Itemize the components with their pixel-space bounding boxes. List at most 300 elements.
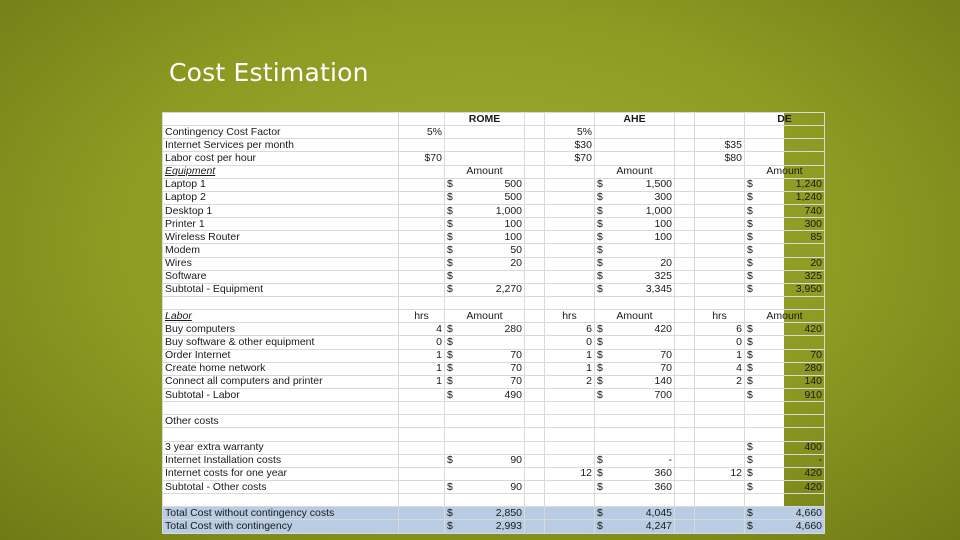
table-row [163, 113, 825, 126]
amount-cell [445, 191, 525, 204]
value-cell [595, 494, 675, 507]
amount-value: 500 [504, 178, 522, 191]
value-cell [745, 494, 825, 507]
amount-value: - [818, 454, 822, 467]
amount-cell [595, 362, 675, 375]
value-cell [545, 204, 595, 217]
currency-symbol: $ [447, 480, 453, 493]
row-label: Laptop 2 [163, 191, 399, 204]
amount-cell [745, 375, 825, 388]
row-label: Laptop 1 [163, 178, 399, 191]
value-cell [675, 310, 695, 323]
value-cell [675, 336, 695, 349]
currency-symbol: $ [747, 519, 753, 532]
table-row [163, 231, 825, 244]
value-cell [525, 283, 545, 296]
value-cell [595, 152, 675, 165]
slide-title: Cost Estimation [169, 58, 369, 87]
value-cell [525, 402, 545, 415]
value-cell [445, 296, 525, 309]
amount-value: 420 [804, 322, 822, 335]
value-cell [545, 507, 595, 520]
amount-cell [745, 336, 825, 349]
table-row [163, 362, 825, 375]
value-cell [445, 467, 525, 480]
value-cell: 5% [399, 126, 445, 139]
value-cell [525, 178, 545, 191]
currency-symbol: $ [597, 243, 603, 256]
currency-symbol: $ [747, 178, 753, 191]
currency-symbol: $ [597, 178, 603, 191]
value-cell [525, 467, 545, 480]
location-header [675, 113, 695, 126]
currency-symbol: $ [447, 506, 453, 519]
table-row [163, 152, 825, 165]
value-cell [545, 283, 595, 296]
row-label: Modem [163, 244, 399, 257]
total-row [163, 507, 825, 520]
row-label [163, 296, 399, 309]
currency-symbol: $ [747, 454, 753, 467]
amount-cell [595, 323, 675, 336]
amount-value: 2,993 [495, 519, 522, 532]
value-cell: 12 [545, 467, 595, 480]
table-row [163, 336, 825, 349]
value-cell [695, 244, 745, 257]
location-header [399, 113, 445, 126]
value-cell: 1 [545, 362, 595, 375]
table-row [163, 218, 825, 231]
amount-cell [745, 178, 825, 191]
value-cell [675, 126, 695, 139]
currency-symbol: $ [747, 217, 753, 230]
currency-symbol: $ [747, 243, 753, 256]
amount-value: 140 [804, 375, 822, 388]
amount-value: 100 [504, 217, 522, 230]
amount-value: 910 [804, 388, 822, 401]
row-label: Wireless Router [163, 231, 399, 244]
amount-value: 420 [804, 467, 822, 480]
value-cell [399, 204, 445, 217]
currency-symbol: $ [447, 322, 453, 335]
currency-symbol: $ [597, 217, 603, 230]
value-cell [545, 231, 595, 244]
amount-cell [745, 467, 825, 480]
value-cell [445, 428, 525, 441]
value-cell [399, 178, 445, 191]
amount-cell [595, 270, 675, 283]
value-cell [675, 204, 695, 217]
table-row [163, 296, 825, 309]
table-row [163, 375, 825, 388]
amount-value: 1,000 [645, 204, 672, 217]
value-cell [695, 494, 745, 507]
value-cell [399, 507, 445, 520]
row-label: Software [163, 270, 399, 283]
amount-value: 400 [804, 441, 822, 454]
value-cell [445, 139, 525, 152]
currency-symbol: $ [747, 257, 753, 270]
amount-value: 4,247 [645, 519, 672, 532]
value-cell [525, 428, 545, 441]
value-cell [595, 139, 675, 152]
amount-value: 300 [804, 217, 822, 230]
location-header: ROME [445, 113, 525, 126]
table-row [163, 454, 825, 467]
amount-value: 325 [804, 270, 822, 283]
value-cell [595, 428, 675, 441]
currency-symbol: $ [447, 335, 453, 348]
currency-symbol: $ [447, 519, 453, 532]
value-cell [695, 520, 745, 533]
amount-value: 70 [660, 362, 672, 375]
amount-value: 70 [510, 349, 522, 362]
currency-symbol: $ [447, 270, 453, 283]
value-cell [525, 454, 545, 467]
value-cell [525, 218, 545, 231]
amount-cell [745, 191, 825, 204]
row-label: Desktop 1 [163, 204, 399, 217]
amount-value: 1,240 [795, 191, 822, 204]
amount-cell [745, 231, 825, 244]
amount-cell [445, 244, 525, 257]
amount-value: 700 [654, 388, 672, 401]
value-cell [545, 402, 595, 415]
row-label: Total Cost without contingency costs [163, 507, 399, 520]
amount-value: 70 [660, 349, 672, 362]
value-cell [545, 165, 595, 178]
amount-cell [745, 218, 825, 231]
value-cell [695, 388, 745, 401]
value-cell [545, 415, 595, 428]
amount-cell [745, 204, 825, 217]
table-row [163, 244, 825, 257]
currency-symbol: $ [747, 375, 753, 388]
currency-symbol: $ [747, 388, 753, 401]
value-cell [525, 126, 545, 139]
value-cell [525, 388, 545, 401]
value-cell [399, 467, 445, 480]
value-cell: $35 [695, 139, 745, 152]
amount-cell [445, 349, 525, 362]
value-cell [399, 494, 445, 507]
value-cell [695, 126, 745, 139]
currency-symbol: $ [447, 230, 453, 243]
value-cell [525, 191, 545, 204]
value-cell [525, 270, 545, 283]
currency-symbol: $ [447, 375, 453, 388]
amount-value: 20 [510, 257, 522, 270]
value-cell [399, 270, 445, 283]
table-row [163, 323, 825, 336]
value-cell [545, 178, 595, 191]
value-cell [695, 178, 745, 191]
row-label [163, 113, 399, 126]
row-label [163, 428, 399, 441]
currency-symbol: $ [747, 441, 753, 454]
amount-cell [595, 178, 675, 191]
amount-value: 490 [504, 388, 522, 401]
table-row [163, 165, 825, 178]
value-cell [595, 415, 675, 428]
row-label: Contingency Cost Factor [163, 126, 399, 139]
value-cell [525, 520, 545, 533]
currency-symbol: $ [747, 204, 753, 217]
value-cell [695, 165, 745, 178]
value-cell: Amount [445, 165, 525, 178]
currency-symbol: $ [597, 322, 603, 335]
amount-cell [445, 231, 525, 244]
value-cell: hrs [545, 310, 595, 323]
amount-cell [595, 388, 675, 401]
value-cell [545, 388, 595, 401]
value-cell [545, 454, 595, 467]
value-cell: $70 [545, 152, 595, 165]
value-cell: Amount [595, 310, 675, 323]
amount-cell [445, 204, 525, 217]
value-cell [595, 296, 675, 309]
amount-value: 420 [804, 480, 822, 493]
value-cell: 2 [695, 375, 745, 388]
value-cell [545, 244, 595, 257]
table-row [163, 494, 825, 507]
currency-symbol: $ [597, 454, 603, 467]
row-label: Subtotal - Other costs [163, 480, 399, 493]
currency-symbol: $ [597, 283, 603, 296]
amount-cell [595, 283, 675, 296]
value-cell [745, 428, 825, 441]
currency-symbol: $ [447, 454, 453, 467]
value-cell [675, 323, 695, 336]
row-label: Internet Installation costs [163, 454, 399, 467]
table-row [163, 441, 825, 454]
value-cell [445, 152, 525, 165]
value-cell [695, 257, 745, 270]
value-cell [445, 494, 525, 507]
value-cell: 4 [695, 362, 745, 375]
amount-value: 100 [654, 230, 672, 243]
value-cell [695, 231, 745, 244]
value-cell [525, 323, 545, 336]
currency-symbol: $ [447, 191, 453, 204]
row-label: Subtotal - Labor [163, 388, 399, 401]
value-cell [695, 218, 745, 231]
table-row [163, 191, 825, 204]
row-label: Internet Services per month [163, 139, 399, 152]
currency-symbol: $ [447, 349, 453, 362]
value-cell [675, 375, 695, 388]
total-row [163, 520, 825, 533]
value-cell [399, 165, 445, 178]
value-cell [399, 480, 445, 493]
row-label: Buy software & other equipment [163, 336, 399, 349]
amount-cell [595, 349, 675, 362]
amount-cell [745, 454, 825, 467]
row-label: Other costs [163, 415, 399, 428]
amount-cell [445, 375, 525, 388]
value-cell [399, 296, 445, 309]
amount-value: 70 [510, 362, 522, 375]
currency-symbol: $ [447, 283, 453, 296]
amount-cell [745, 349, 825, 362]
amount-value: 50 [510, 243, 522, 256]
location-header [545, 113, 595, 126]
amount-cell [745, 257, 825, 270]
value-cell [695, 507, 745, 520]
value-cell: 4 [399, 323, 445, 336]
amount-value: 20 [660, 257, 672, 270]
value-cell [525, 152, 545, 165]
value-cell [399, 191, 445, 204]
amount-value: 140 [654, 375, 672, 388]
value-cell [675, 231, 695, 244]
currency-symbol: $ [747, 349, 753, 362]
row-label: Subtotal - Equipment [163, 283, 399, 296]
value-cell [675, 467, 695, 480]
amount-cell [595, 204, 675, 217]
amount-value: 90 [510, 454, 522, 467]
value-cell [525, 231, 545, 244]
table-row [163, 402, 825, 415]
amount-cell [745, 520, 825, 533]
value-cell [745, 402, 825, 415]
value-cell [745, 139, 825, 152]
amount-value: 4,660 [795, 506, 822, 519]
amount-value: 70 [810, 349, 822, 362]
amount-value: 85 [810, 230, 822, 243]
value-cell [675, 415, 695, 428]
row-label: Printer 1 [163, 218, 399, 231]
amount-value: 100 [504, 230, 522, 243]
amount-cell [445, 388, 525, 401]
currency-symbol: $ [597, 204, 603, 217]
value-cell [745, 152, 825, 165]
row-label: Order Internet [163, 349, 399, 362]
currency-symbol: $ [597, 388, 603, 401]
amount-cell [595, 231, 675, 244]
amount-cell [595, 467, 675, 480]
value-cell: hrs [399, 310, 445, 323]
value-cell [525, 375, 545, 388]
table-row [163, 349, 825, 362]
amount-cell [445, 257, 525, 270]
location-header [525, 113, 545, 126]
value-cell [695, 402, 745, 415]
amount-value: 500 [504, 191, 522, 204]
value-cell [695, 270, 745, 283]
table-row [163, 257, 825, 270]
amount-cell [595, 507, 675, 520]
value-cell [545, 480, 595, 493]
amount-value: 3,345 [645, 283, 672, 296]
value-cell: Amount [745, 310, 825, 323]
amount-cell [595, 244, 675, 257]
row-label: Equipment [163, 165, 399, 178]
location-header: DE [745, 113, 825, 126]
amount-cell [745, 480, 825, 493]
value-cell [445, 415, 525, 428]
amount-value: 360 [654, 480, 672, 493]
currency-symbol: $ [597, 349, 603, 362]
value-cell [525, 310, 545, 323]
currency-symbol: $ [747, 467, 753, 480]
currency-symbol: $ [597, 467, 603, 480]
table-row [163, 428, 825, 441]
value-cell [695, 454, 745, 467]
value-cell: Amount [445, 310, 525, 323]
value-cell [399, 520, 445, 533]
value-cell [545, 296, 595, 309]
amount-cell [595, 480, 675, 493]
amount-value: 1,240 [795, 178, 822, 191]
value-cell: 1 [399, 375, 445, 388]
currency-symbol: $ [747, 191, 753, 204]
value-cell [525, 480, 545, 493]
table-row [163, 178, 825, 191]
amount-cell [445, 362, 525, 375]
value-cell [675, 218, 695, 231]
value-cell: Amount [745, 165, 825, 178]
currency-symbol: $ [597, 519, 603, 532]
currency-symbol: $ [597, 270, 603, 283]
value-cell: 5% [545, 126, 595, 139]
value-cell [525, 204, 545, 217]
value-cell [675, 257, 695, 270]
value-cell [525, 494, 545, 507]
value-cell [399, 454, 445, 467]
row-label: Total Cost with contingency [163, 520, 399, 533]
value-cell [675, 178, 695, 191]
value-cell [399, 283, 445, 296]
currency-symbol: $ [747, 270, 753, 283]
value-cell: 2 [545, 375, 595, 388]
location-header: AHE [595, 113, 675, 126]
subtotal-row [163, 283, 825, 296]
value-cell [695, 428, 745, 441]
value-cell [695, 296, 745, 309]
value-cell [545, 270, 595, 283]
amount-cell [745, 388, 825, 401]
currency-symbol: $ [747, 230, 753, 243]
amount-cell [445, 454, 525, 467]
amount-cell [595, 375, 675, 388]
value-cell [525, 349, 545, 362]
value-cell [525, 336, 545, 349]
amount-value: 300 [654, 191, 672, 204]
value-cell [595, 126, 675, 139]
row-label: Wires [163, 257, 399, 270]
value-cell [399, 402, 445, 415]
value-cell [525, 441, 545, 454]
row-label [163, 402, 399, 415]
value-cell: 0 [399, 336, 445, 349]
value-cell [675, 454, 695, 467]
value-cell [545, 428, 595, 441]
value-cell [445, 402, 525, 415]
value-cell [525, 296, 545, 309]
value-cell: 6 [545, 323, 595, 336]
amount-cell [745, 270, 825, 283]
currency-symbol: $ [597, 191, 603, 204]
amount-cell [745, 507, 825, 520]
currency-symbol: $ [597, 375, 603, 388]
amount-cell [745, 362, 825, 375]
value-cell [675, 152, 695, 165]
table-row [163, 204, 825, 217]
value-cell [675, 165, 695, 178]
location-header [695, 113, 745, 126]
value-cell: Amount [595, 165, 675, 178]
